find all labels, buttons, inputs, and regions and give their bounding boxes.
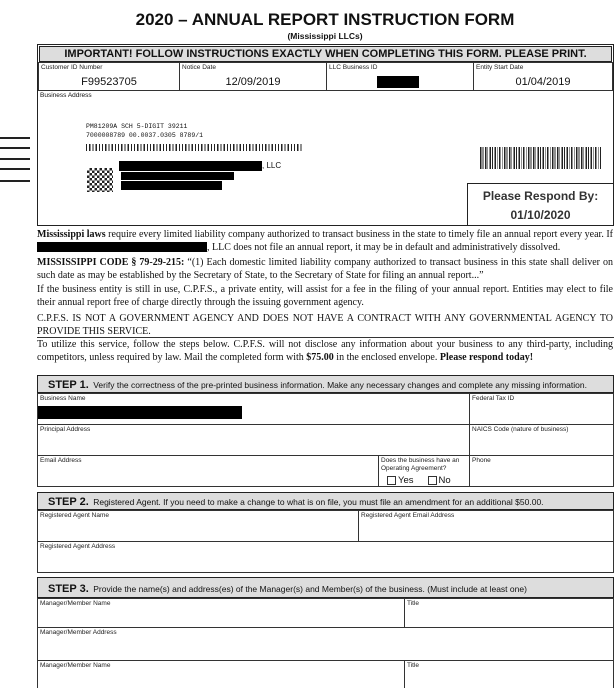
field-label: Phone: [472, 457, 491, 464]
llc-business-id-field: [326, 62, 474, 91]
field-label: Manager/Member Address: [40, 629, 117, 636]
notice-date-value: 12/09/2019: [225, 76, 281, 88]
business-address-label: Business Address: [40, 92, 92, 99]
redaction: [121, 181, 222, 190]
customer-id-value: F99523705: [81, 76, 137, 88]
step-number: STEP 3.: [48, 583, 89, 595]
laws-text: require every limited liability company authorized to transact business in the state to timely file an annual report every year. If: [105, 229, 613, 240]
llc-suffix: , LLC: [262, 161, 282, 170]
redaction: [377, 76, 419, 88]
step-number: STEP 2.: [48, 496, 89, 508]
step-number: STEP 1.: [48, 379, 89, 391]
customer-id-field: [38, 62, 180, 91]
field-label: Registered Agent Email Address: [361, 512, 455, 519]
manager-member-name-field-2[interactable]: [37, 660, 405, 688]
field-label: Does the business have an Operating Agreement?: [381, 457, 460, 472]
registered-agent-email-field[interactable]: [358, 510, 614, 542]
field-label: Principal Address: [40, 426, 91, 433]
yes-checkbox[interactable]: [387, 475, 414, 486]
no-checkbox[interactable]: [428, 475, 451, 486]
field-label: Business Name: [40, 395, 86, 402]
field-label: Title: [407, 600, 420, 607]
laws-bold: Mississippi laws: [37, 229, 106, 240]
no-label: No: [438, 475, 451, 486]
respond-today: Please respond today!: [439, 351, 534, 363]
redaction: [121, 172, 234, 180]
yes-label: Yes: [398, 475, 414, 486]
field-label: Registered Agent Address: [40, 543, 116, 550]
margin-mark: [0, 180, 30, 182]
field-label: Federal Tax ID: [472, 395, 515, 402]
mail-line-1: PM81209A SCH 5-DIGIT 39211: [86, 123, 188, 130]
margin-mark: [0, 168, 30, 170]
federal-tax-id-field[interactable]: [469, 393, 614, 425]
step1-header: [37, 375, 614, 393]
paragraph-disclaimer: C.P.F.S. IS NOT A GOVERNMENT AGENCY AND DOES NOT HAVE A CONTRACT WITH ANY GOVERNMENTAL AGENCY TO PROVIDE THIS SERVICE.: [37, 313, 613, 337]
operating-agreement-field: [378, 455, 470, 487]
registered-agent-name-field[interactable]: [37, 510, 359, 542]
margin-mark: [0, 158, 30, 160]
redaction: [119, 161, 262, 171]
paragraph-code: [37, 257, 613, 282]
code-bold: MISSISSIPPI CODE § 79-29-215:: [37, 257, 185, 268]
datamatrix-code-icon: [87, 168, 113, 192]
field-label: Notice Date: [182, 64, 216, 71]
form-title: 2020 – ANNUAL REPORT INSTRUCTION FORM: [135, 10, 515, 29]
field-label: Title: [407, 662, 420, 669]
redaction: [37, 242, 207, 252]
paragraph-assist: If the business entity is still in use, C.P.F.S., a private entity, will assist for a fee in the filing of your annual report. Entities may elect to file their annual report free of charge directly through the issuing government agency.: [37, 284, 613, 308]
respond-by-box: [467, 183, 614, 226]
field-label: Email Address: [40, 457, 82, 464]
field-label: LLC Business ID: [329, 64, 378, 71]
paragraph-laws: [37, 229, 613, 254]
instruction-banner: IMPORTANT! FOLLOW INSTRUCTIONS EXACTLY WHEN COMPLETING THIS FORM. PLEASE PRINT.: [39, 46, 612, 62]
principal-address-field[interactable]: [37, 424, 470, 456]
registered-agent-address-field[interactable]: [37, 541, 614, 573]
naics-code-field[interactable]: [469, 424, 614, 456]
notice-date-field: [179, 62, 327, 91]
manager-member-name-field[interactable]: [37, 598, 405, 628]
field-label: Entity Start Date: [476, 64, 524, 71]
respond-by-date: 01/10/2020: [510, 208, 571, 222]
margin-mark: [0, 147, 30, 149]
business-name-field[interactable]: [37, 393, 470, 425]
utilize-text: To utilize this service, follow the steps below. C.P.F.S. will not disclose any information about your business to any third-party, including competitors, unless required by law. Mail the completed form with: [37, 339, 613, 363]
field-label: NAICS Code (nature of business): [472, 426, 569, 433]
field-label: Manager/Member Name: [40, 600, 111, 607]
email-address-field[interactable]: [37, 455, 379, 487]
operating-agreement-options: [387, 475, 451, 486]
mail-line-2: 7000008789 00.0037.0305 8789/1: [86, 132, 204, 139]
redaction: [38, 406, 242, 419]
step-text: Verify the correctness of the pre-printed business information. Make any necessary changes and complete any missing information.: [93, 380, 587, 390]
entity-start-date-value: 01/04/2019: [515, 76, 571, 88]
manager-member-address-field[interactable]: [37, 627, 614, 661]
postal-barcode-icon: [86, 144, 302, 151]
paragraph-utilize: [37, 339, 613, 364]
utilize-text-2: in the enclosed envelope.: [333, 351, 440, 363]
divider: [37, 337, 614, 338]
barcode-icon: [480, 147, 601, 169]
field-label: Registered Agent Name: [40, 512, 110, 519]
phone-field[interactable]: [469, 455, 614, 487]
respond-by-label: Please Respond By:: [482, 189, 599, 203]
step2-header: [37, 492, 614, 510]
laws-text-2: , LLC does not file an annual report, it may be in default and administratively dissolved.: [207, 241, 561, 253]
field-label: Customer ID Number: [41, 64, 103, 71]
code-text: “(1) Each domestic limited liability company authorized to transact business in this state shall deliver on such date as may be established by the Secretary of State, to the Secretary of State for filing an annual report...”: [37, 257, 613, 281]
form-subtitle: (Mississippi LLCs): [287, 31, 363, 41]
fee-amount: $75.00: [306, 351, 334, 363]
manager-member-title-field-2[interactable]: [404, 660, 614, 688]
step3-header: [37, 577, 614, 598]
step-text: Registered Agent. If you need to make a change to what is on file, you must file an amendment for an additional $50.00.: [93, 497, 544, 507]
step-text: Provide the name(s) and address(es) of the Manager(s) and Member(s) of the business. (Must include at least one): [93, 584, 527, 594]
field-label: Manager/Member Name: [40, 662, 111, 669]
manager-member-title-field[interactable]: [404, 598, 614, 628]
margin-mark: [0, 137, 30, 139]
entity-start-date-field: [473, 62, 613, 91]
